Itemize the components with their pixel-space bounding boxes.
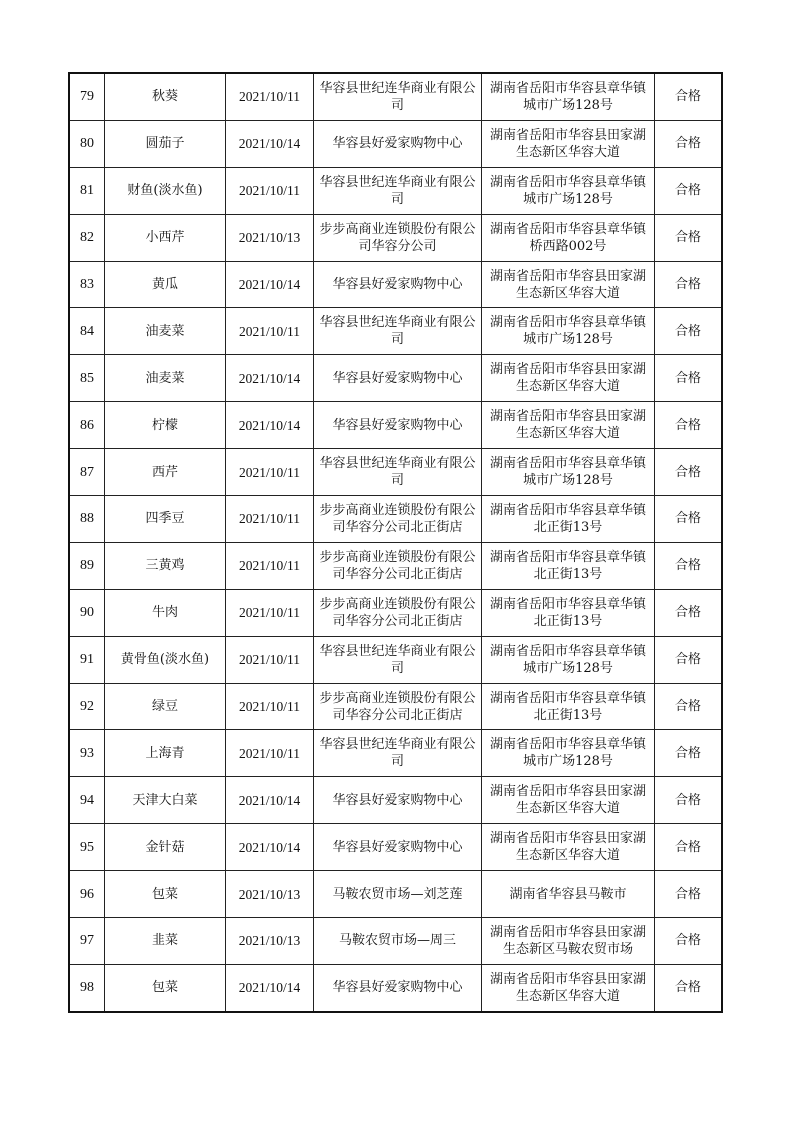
product-name-cell: 上海青 — [105, 730, 226, 777]
sample-date-cell: 2021/10/14 — [226, 120, 314, 167]
vendor-address-cell: 湖南省岳阳市华容县章华镇北正街13号 — [482, 496, 655, 543]
table-row — [69, 73, 722, 120]
vendor-address-cell: 湖南省岳阳市华容县章华镇北正街13号 — [482, 683, 655, 730]
row-number-cell: 94 — [69, 777, 105, 824]
row-number-cell: 96 — [69, 871, 105, 918]
vendor-name-cell: 马鞍农贸市场—刘芝莲 — [314, 871, 482, 918]
product-name-cell: 小西芹 — [105, 214, 226, 261]
inspection-table — [68, 72, 723, 1013]
vendor-address-cell: 湖南省岳阳市华容县章华镇城市广场128号 — [482, 308, 655, 355]
table-row — [69, 402, 722, 449]
product-name-cell: 金针菇 — [105, 824, 226, 871]
sample-date-cell: 2021/10/14 — [226, 261, 314, 308]
result-cell: 合格 — [655, 261, 723, 308]
table-row — [69, 120, 722, 167]
product-name-cell: 四季豆 — [105, 496, 226, 543]
row-number-cell: 80 — [69, 120, 105, 167]
vendor-address-cell: 湖南省岳阳市华容县田家湖生态新区华容大道 — [482, 964, 655, 1011]
row-number-cell: 79 — [69, 73, 105, 120]
vendor-name-cell: 华容县世纪连华商业有限公司 — [314, 73, 482, 120]
result-cell: 合格 — [655, 449, 723, 496]
sample-date-cell: 2021/10/14 — [226, 777, 314, 824]
table-row — [69, 261, 722, 308]
vendor-address-cell: 湖南省岳阳市华容县田家湖生态新区马鞍农贸市场 — [482, 918, 655, 965]
result-cell: 合格 — [655, 73, 723, 120]
vendor-name-cell: 步步高商业连锁股份有限公司华容分公司北正街店 — [314, 683, 482, 730]
product-name-cell: 黄瓜 — [105, 261, 226, 308]
vendor-address-cell: 湖南省岳阳市华容县章华镇桥西路002号 — [482, 214, 655, 261]
table-row — [69, 542, 722, 589]
sample-date-cell: 2021/10/13 — [226, 871, 314, 918]
vendor-name-cell: 华容县世纪连华商业有限公司 — [314, 167, 482, 214]
vendor-name-cell: 马鞍农贸市场—周三 — [314, 918, 482, 965]
table-row — [69, 683, 722, 730]
row-number-cell: 89 — [69, 542, 105, 589]
product-name-cell: 油麦菜 — [105, 308, 226, 355]
row-number-cell: 92 — [69, 683, 105, 730]
row-number-cell: 90 — [69, 589, 105, 636]
vendor-name-cell: 华容县世纪连华商业有限公司 — [314, 308, 482, 355]
result-cell: 合格 — [655, 683, 723, 730]
vendor-address-cell: 湖南省华容县马鞍市 — [482, 871, 655, 918]
table-row — [69, 964, 722, 1011]
sample-date-cell: 2021/10/11 — [226, 449, 314, 496]
result-cell: 合格 — [655, 167, 723, 214]
vendor-name-cell: 华容县世纪连华商业有限公司 — [314, 636, 482, 683]
table-row — [69, 871, 722, 918]
vendor-address-cell: 湖南省岳阳市华容县田家湖生态新区华容大道 — [482, 355, 655, 402]
product-name-cell: 秋葵 — [105, 73, 226, 120]
table-row — [69, 730, 722, 777]
vendor-address-cell: 湖南省岳阳市华容县田家湖生态新区华容大道 — [482, 120, 655, 167]
result-cell: 合格 — [655, 777, 723, 824]
product-name-cell: 三黄鸡 — [105, 542, 226, 589]
result-cell: 合格 — [655, 918, 723, 965]
product-name-cell: 韭菜 — [105, 918, 226, 965]
sample-date-cell: 2021/10/11 — [226, 542, 314, 589]
vendor-name-cell: 步步高商业连锁股份有限公司华容分公司 — [314, 214, 482, 261]
sample-date-cell: 2021/10/11 — [226, 683, 314, 730]
product-name-cell: 包菜 — [105, 964, 226, 1011]
vendor-name-cell: 步步高商业连锁股份有限公司华容分公司北正街店 — [314, 496, 482, 543]
product-name-cell: 圆茄子 — [105, 120, 226, 167]
row-number-cell: 84 — [69, 308, 105, 355]
sample-date-cell: 2021/10/11 — [226, 73, 314, 120]
table-row — [69, 918, 722, 965]
sample-date-cell: 2021/10/11 — [226, 308, 314, 355]
sample-date-cell: 2021/10/11 — [226, 730, 314, 777]
row-number-cell: 85 — [69, 355, 105, 402]
vendor-address-cell: 湖南省岳阳市华容县田家湖生态新区华容大道 — [482, 824, 655, 871]
vendor-name-cell: 华容县好爱家购物中心 — [314, 824, 482, 871]
vendor-address-cell: 湖南省岳阳市华容县章华镇城市广场128号 — [482, 167, 655, 214]
result-cell: 合格 — [655, 496, 723, 543]
vendor-address-cell: 湖南省岳阳市华容县章华镇城市广场128号 — [482, 636, 655, 683]
sample-date-cell: 2021/10/14 — [226, 964, 314, 1011]
vendor-address-cell: 湖南省岳阳市华容县章华镇北正街13号 — [482, 542, 655, 589]
vendor-name-cell: 华容县好爱家购物中心 — [314, 964, 482, 1011]
result-cell: 合格 — [655, 402, 723, 449]
sample-date-cell: 2021/10/11 — [226, 167, 314, 214]
row-number-cell: 98 — [69, 964, 105, 1011]
row-number-cell: 82 — [69, 214, 105, 261]
vendor-address-cell: 湖南省岳阳市华容县章华镇北正街13号 — [482, 589, 655, 636]
sample-date-cell: 2021/10/11 — [226, 636, 314, 683]
sample-date-cell: 2021/10/14 — [226, 824, 314, 871]
table-row — [69, 636, 722, 683]
product-name-cell: 绿豆 — [105, 683, 226, 730]
row-number-cell: 81 — [69, 167, 105, 214]
product-name-cell: 西芹 — [105, 449, 226, 496]
row-number-cell: 97 — [69, 918, 105, 965]
vendor-name-cell: 步步高商业连锁股份有限公司华容分公司北正街店 — [314, 589, 482, 636]
table-body — [69, 73, 722, 1012]
vendor-address-cell: 湖南省岳阳市华容县章华镇城市广场128号 — [482, 73, 655, 120]
table-row — [69, 824, 722, 871]
vendor-address-cell: 湖南省岳阳市华容县田家湖生态新区华容大道 — [482, 261, 655, 308]
sample-date-cell: 2021/10/13 — [226, 214, 314, 261]
result-cell: 合格 — [655, 542, 723, 589]
product-name-cell: 包菜 — [105, 871, 226, 918]
vendor-name-cell: 华容县好爱家购物中心 — [314, 777, 482, 824]
row-number-cell: 86 — [69, 402, 105, 449]
result-cell: 合格 — [655, 636, 723, 683]
product-name-cell: 黄骨鱼(淡水鱼) — [105, 636, 226, 683]
table-row — [69, 355, 722, 402]
result-cell: 合格 — [655, 355, 723, 402]
result-cell: 合格 — [655, 824, 723, 871]
result-cell: 合格 — [655, 730, 723, 777]
row-number-cell: 95 — [69, 824, 105, 871]
product-name-cell: 天津大白菜 — [105, 777, 226, 824]
result-cell: 合格 — [655, 964, 723, 1011]
result-cell: 合格 — [655, 589, 723, 636]
row-number-cell: 88 — [69, 496, 105, 543]
vendor-address-cell: 湖南省岳阳市华容县章华镇城市广场128号 — [482, 449, 655, 496]
table-row — [69, 308, 722, 355]
table-row — [69, 777, 722, 824]
table-row — [69, 449, 722, 496]
vendor-name-cell: 华容县世纪连华商业有限公司 — [314, 730, 482, 777]
vendor-address-cell: 湖南省岳阳市华容县章华镇城市广场128号 — [482, 730, 655, 777]
row-number-cell: 87 — [69, 449, 105, 496]
vendor-address-cell: 湖南省岳阳市华容县田家湖生态新区华容大道 — [482, 777, 655, 824]
vendor-name-cell: 华容县好爱家购物中心 — [314, 120, 482, 167]
sample-date-cell: 2021/10/14 — [226, 355, 314, 402]
result-cell: 合格 — [655, 871, 723, 918]
sample-date-cell: 2021/10/14 — [226, 402, 314, 449]
vendor-name-cell: 华容县好爱家购物中心 — [314, 402, 482, 449]
row-number-cell: 93 — [69, 730, 105, 777]
vendor-name-cell: 华容县好爱家购物中心 — [314, 261, 482, 308]
product-name-cell: 柠檬 — [105, 402, 226, 449]
sample-date-cell: 2021/10/13 — [226, 918, 314, 965]
vendor-name-cell: 华容县好爱家购物中心 — [314, 355, 482, 402]
result-cell: 合格 — [655, 214, 723, 261]
product-name-cell: 牛肉 — [105, 589, 226, 636]
product-name-cell: 财鱼(淡水鱼) — [105, 167, 226, 214]
result-cell: 合格 — [655, 308, 723, 355]
product-name-cell: 油麦菜 — [105, 355, 226, 402]
result-cell: 合格 — [655, 120, 723, 167]
row-number-cell: 91 — [69, 636, 105, 683]
vendor-address-cell: 湖南省岳阳市华容县田家湖生态新区华容大道 — [482, 402, 655, 449]
sample-date-cell: 2021/10/11 — [226, 496, 314, 543]
table-row — [69, 167, 722, 214]
vendor-name-cell: 华容县世纪连华商业有限公司 — [314, 449, 482, 496]
row-number-cell: 83 — [69, 261, 105, 308]
vendor-name-cell: 步步高商业连锁股份有限公司华容分公司北正街店 — [314, 542, 482, 589]
table-row — [69, 496, 722, 543]
table-row — [69, 589, 722, 636]
table-row — [69, 214, 722, 261]
sample-date-cell: 2021/10/11 — [226, 589, 314, 636]
